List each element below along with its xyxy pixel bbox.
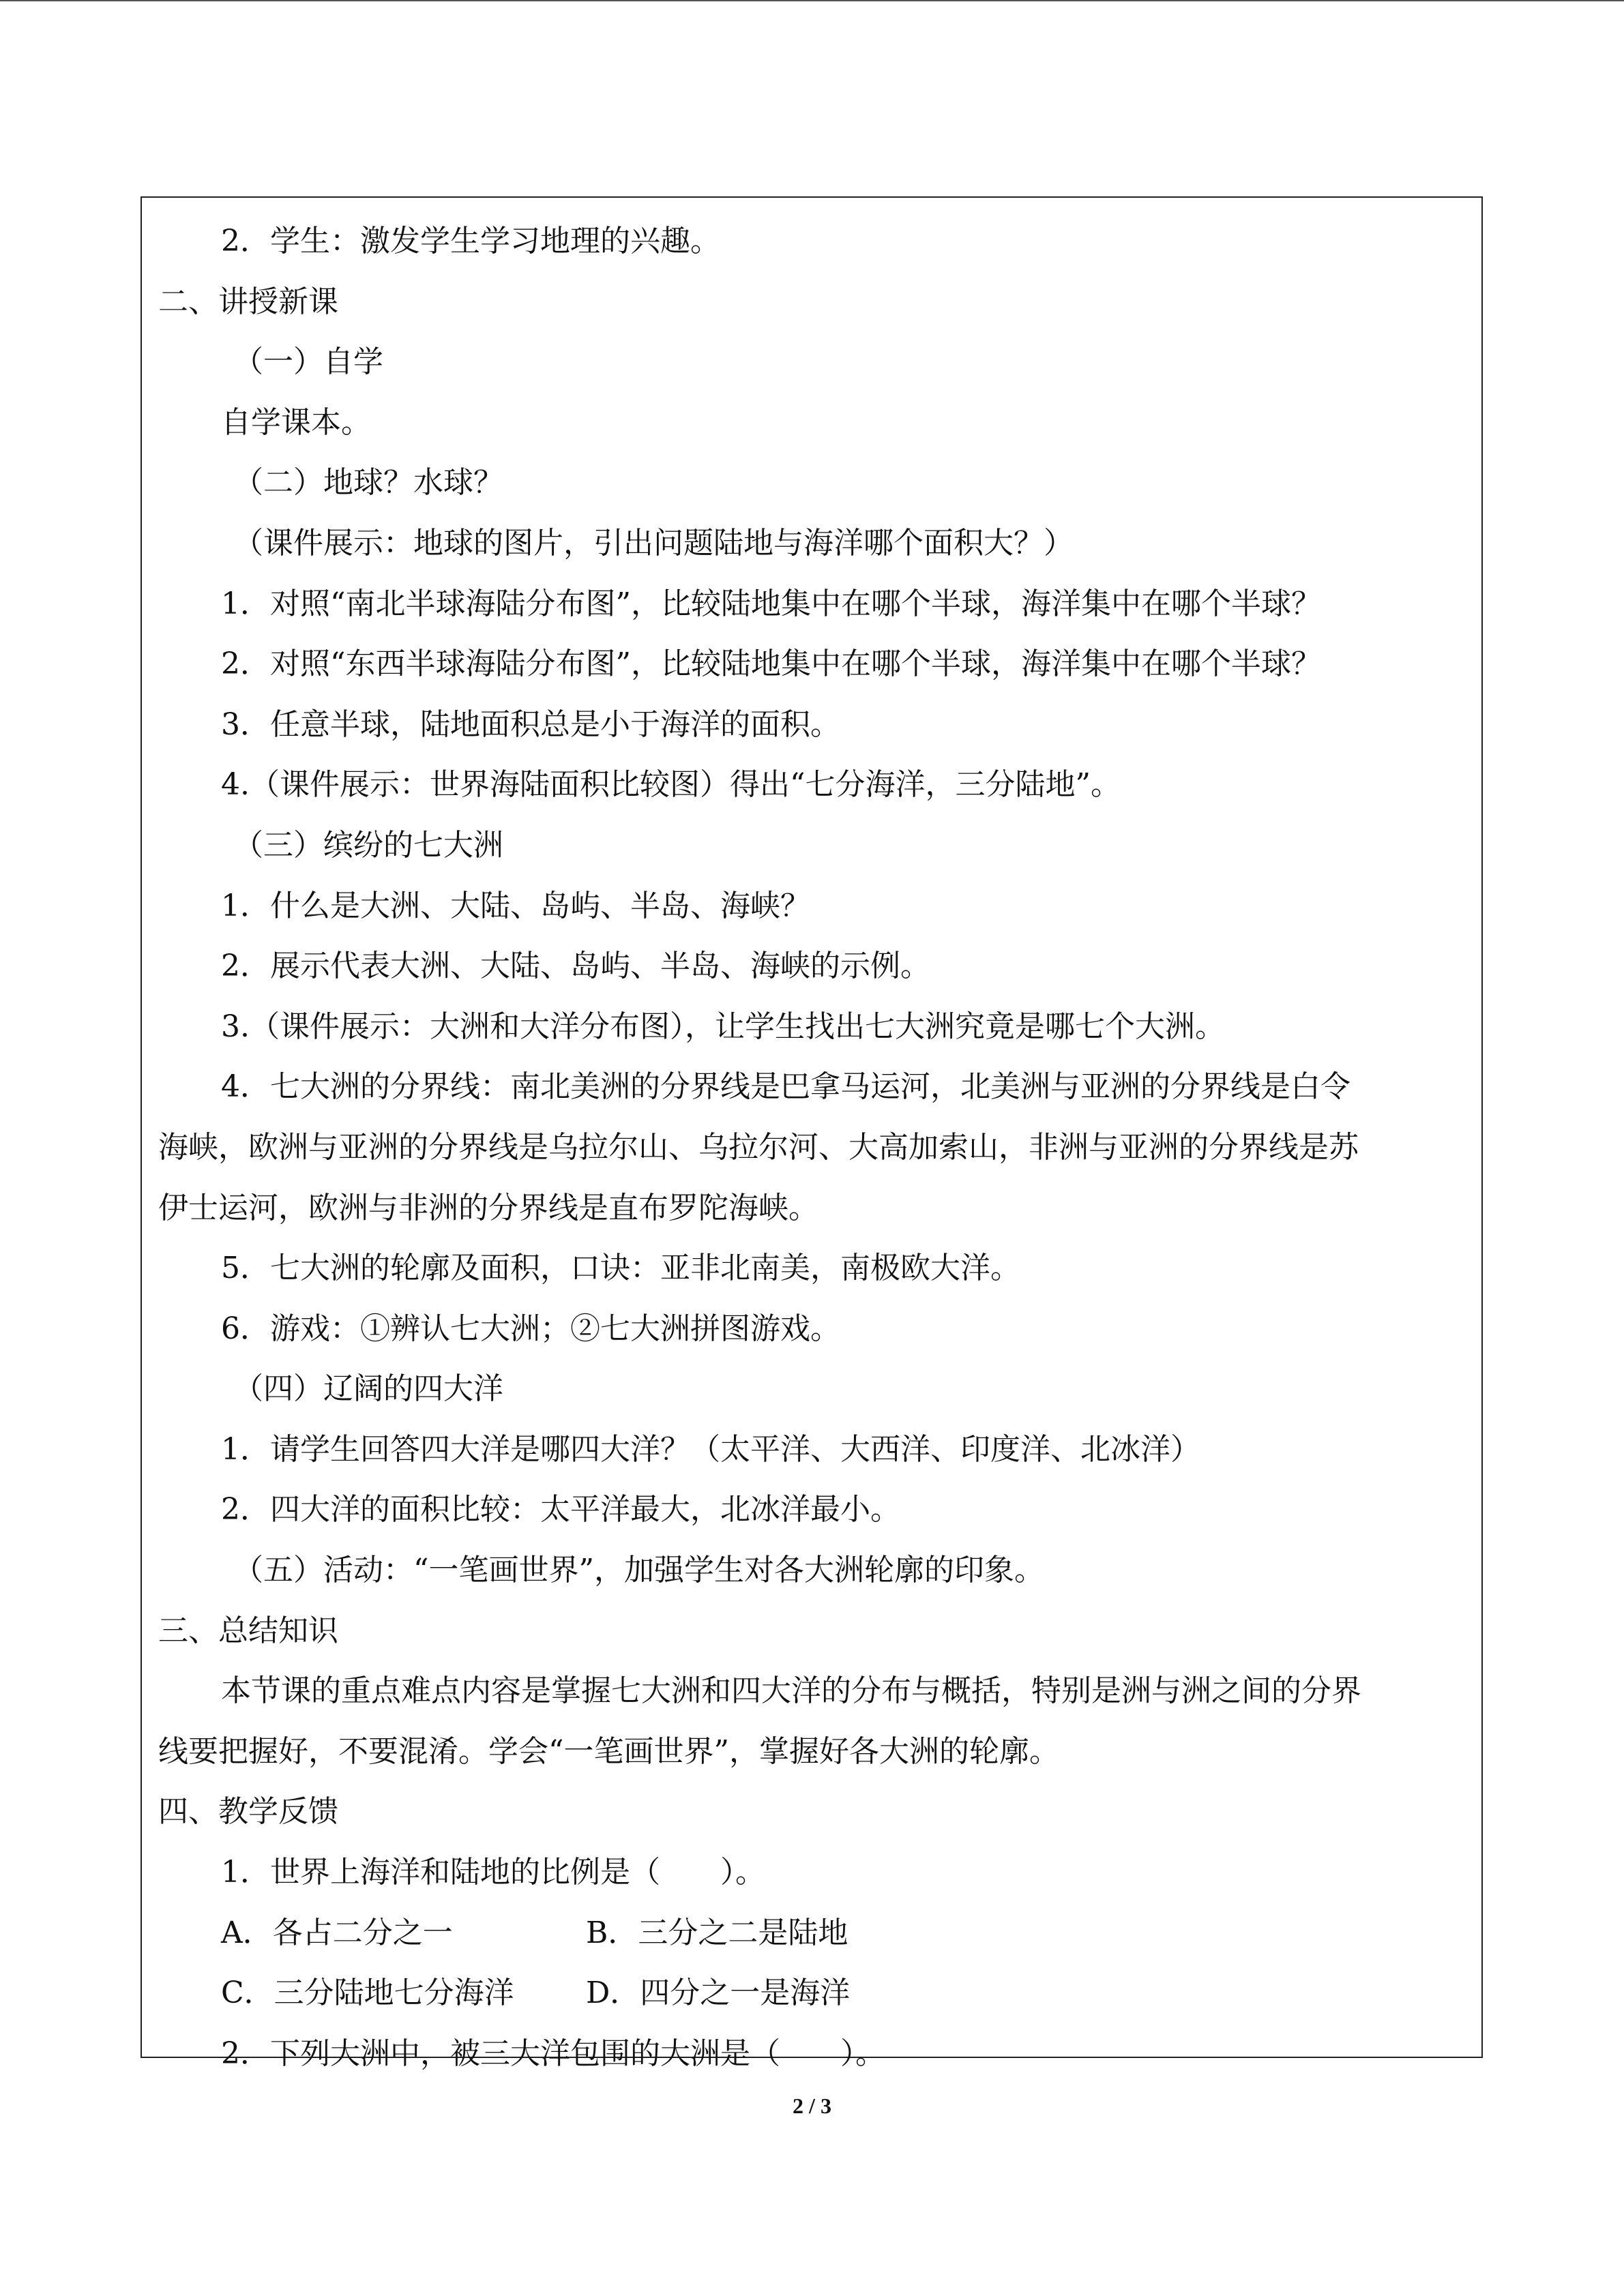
subsection-heading: （三）缤纷的七大洲 <box>233 827 503 863</box>
text-line: 2．对照“东西半球海陆分布图”，比较陆地集中在哪个半球，海洋集中在哪个半球？ <box>221 646 1321 682</box>
section-heading: 二、讲授新课 <box>158 284 338 319</box>
text-line: 2．四大洋的面积比较：太平洋最大，北冰洋最小。 <box>221 1492 900 1527</box>
section-heading: 三、总结知识 <box>158 1613 338 1648</box>
lesson-content <box>142 211 1481 2084</box>
text-line: 3.（课件展示：大洲和大洋分布图），让学生找出七大洲究竟是哪七个大洲。 <box>221 1009 1225 1044</box>
subsection-heading: （四）辽阔的四大洋 <box>233 1371 503 1407</box>
answer-option-d: D．四分之一是海洋 <box>586 1976 851 2011</box>
lesson-content-box <box>141 196 1483 2071</box>
top-rule <box>0 0 1624 1</box>
question-line: 2．下列大洲中，被三大洋包围的大洲是（ ）。 <box>221 2036 885 2071</box>
text-line: 1．请学生回答四大洋是哪四大洋？（太平洋、大西洋、印度洋、北冰洋） <box>221 1431 1200 1467</box>
question-line: 1．世界上海洋和陆地的比例是（ ）。 <box>221 1855 765 1890</box>
page-number: 2 / 3 <box>793 2093 831 2118</box>
text-line: 2．学生：激发学生学习地理的兴趣。 <box>221 224 720 258</box>
text-line: 1．什么是大洲、大陆、岛屿、半岛、海峡？ <box>221 888 810 923</box>
text-line: （五）活动：“一笔画世界”，加强学生对各大洲轮廓的印象。 <box>233 1553 1044 1588</box>
answer-option-b: B．三分之二是陆地 <box>586 1915 848 1950</box>
text-line: 4．七大洲的分界线：南北美洲的分界线是巴拿马运河，北美洲与亚洲的分界线是白令 <box>221 1069 1350 1105</box>
text-line: 海峡，欧洲与亚洲的分界线是乌拉尔山、乌拉尔河、大高加索山，非洲与亚洲的分界线是苏 <box>158 1129 1359 1165</box>
text-line: 1．对照“南北半球海陆分布图”，比较陆地集中在哪个半球，海洋集中在哪个半球？ <box>221 586 1321 621</box>
answer-option-c: C．三分陆地七分海洋 <box>221 1976 514 2011</box>
text-line: 本节课的重点难点内容是掌握七大洲和四大洋的分布与概括，特别是洲与洲之间的分界 <box>221 1673 1361 1709</box>
answer-option-a: A．各占二分之一 <box>221 1915 453 1950</box>
text-line: 5．七大洲的轮廓及面积，口诀：亚非北南美，南极欧大洋。 <box>221 1251 1020 1286</box>
answer-options-row <box>142 1963 1481 2024</box>
subsection-heading: （一）自学 <box>233 344 383 380</box>
text-line: 线要把握好，不要混淆。学会“一笔画世界”，掌握好各大洲的轮廓。 <box>158 1733 1059 1769</box>
text-line: 4.（课件展示：世界海陆面积比较图）得出“七分海洋，三分陆地”。 <box>221 767 1121 803</box>
section-heading: 四、教学反馈 <box>158 1794 338 1830</box>
text-line: 伊士运河，欧洲与非洲的分界线是直布罗陀海峡。 <box>158 1190 818 1225</box>
text-line: 3．任意半球，陆地面积总是小于海洋的面积。 <box>221 706 840 742</box>
answer-options-row <box>142 1903 1481 1964</box>
text-line: 2．展示代表大洲、大陆、岛屿、半岛、海峡的示例。 <box>221 949 930 984</box>
text-line: 自学课本。 <box>221 404 371 440</box>
subsection-heading: （二）地球？水球？ <box>233 465 503 501</box>
text-line: （课件展示：地球的图片，引出问题陆地与海洋哪个面积大？） <box>233 525 1074 561</box>
text-line: 6．游戏：①辨认七大洲；②七大洲拼图游戏。 <box>221 1311 840 1346</box>
